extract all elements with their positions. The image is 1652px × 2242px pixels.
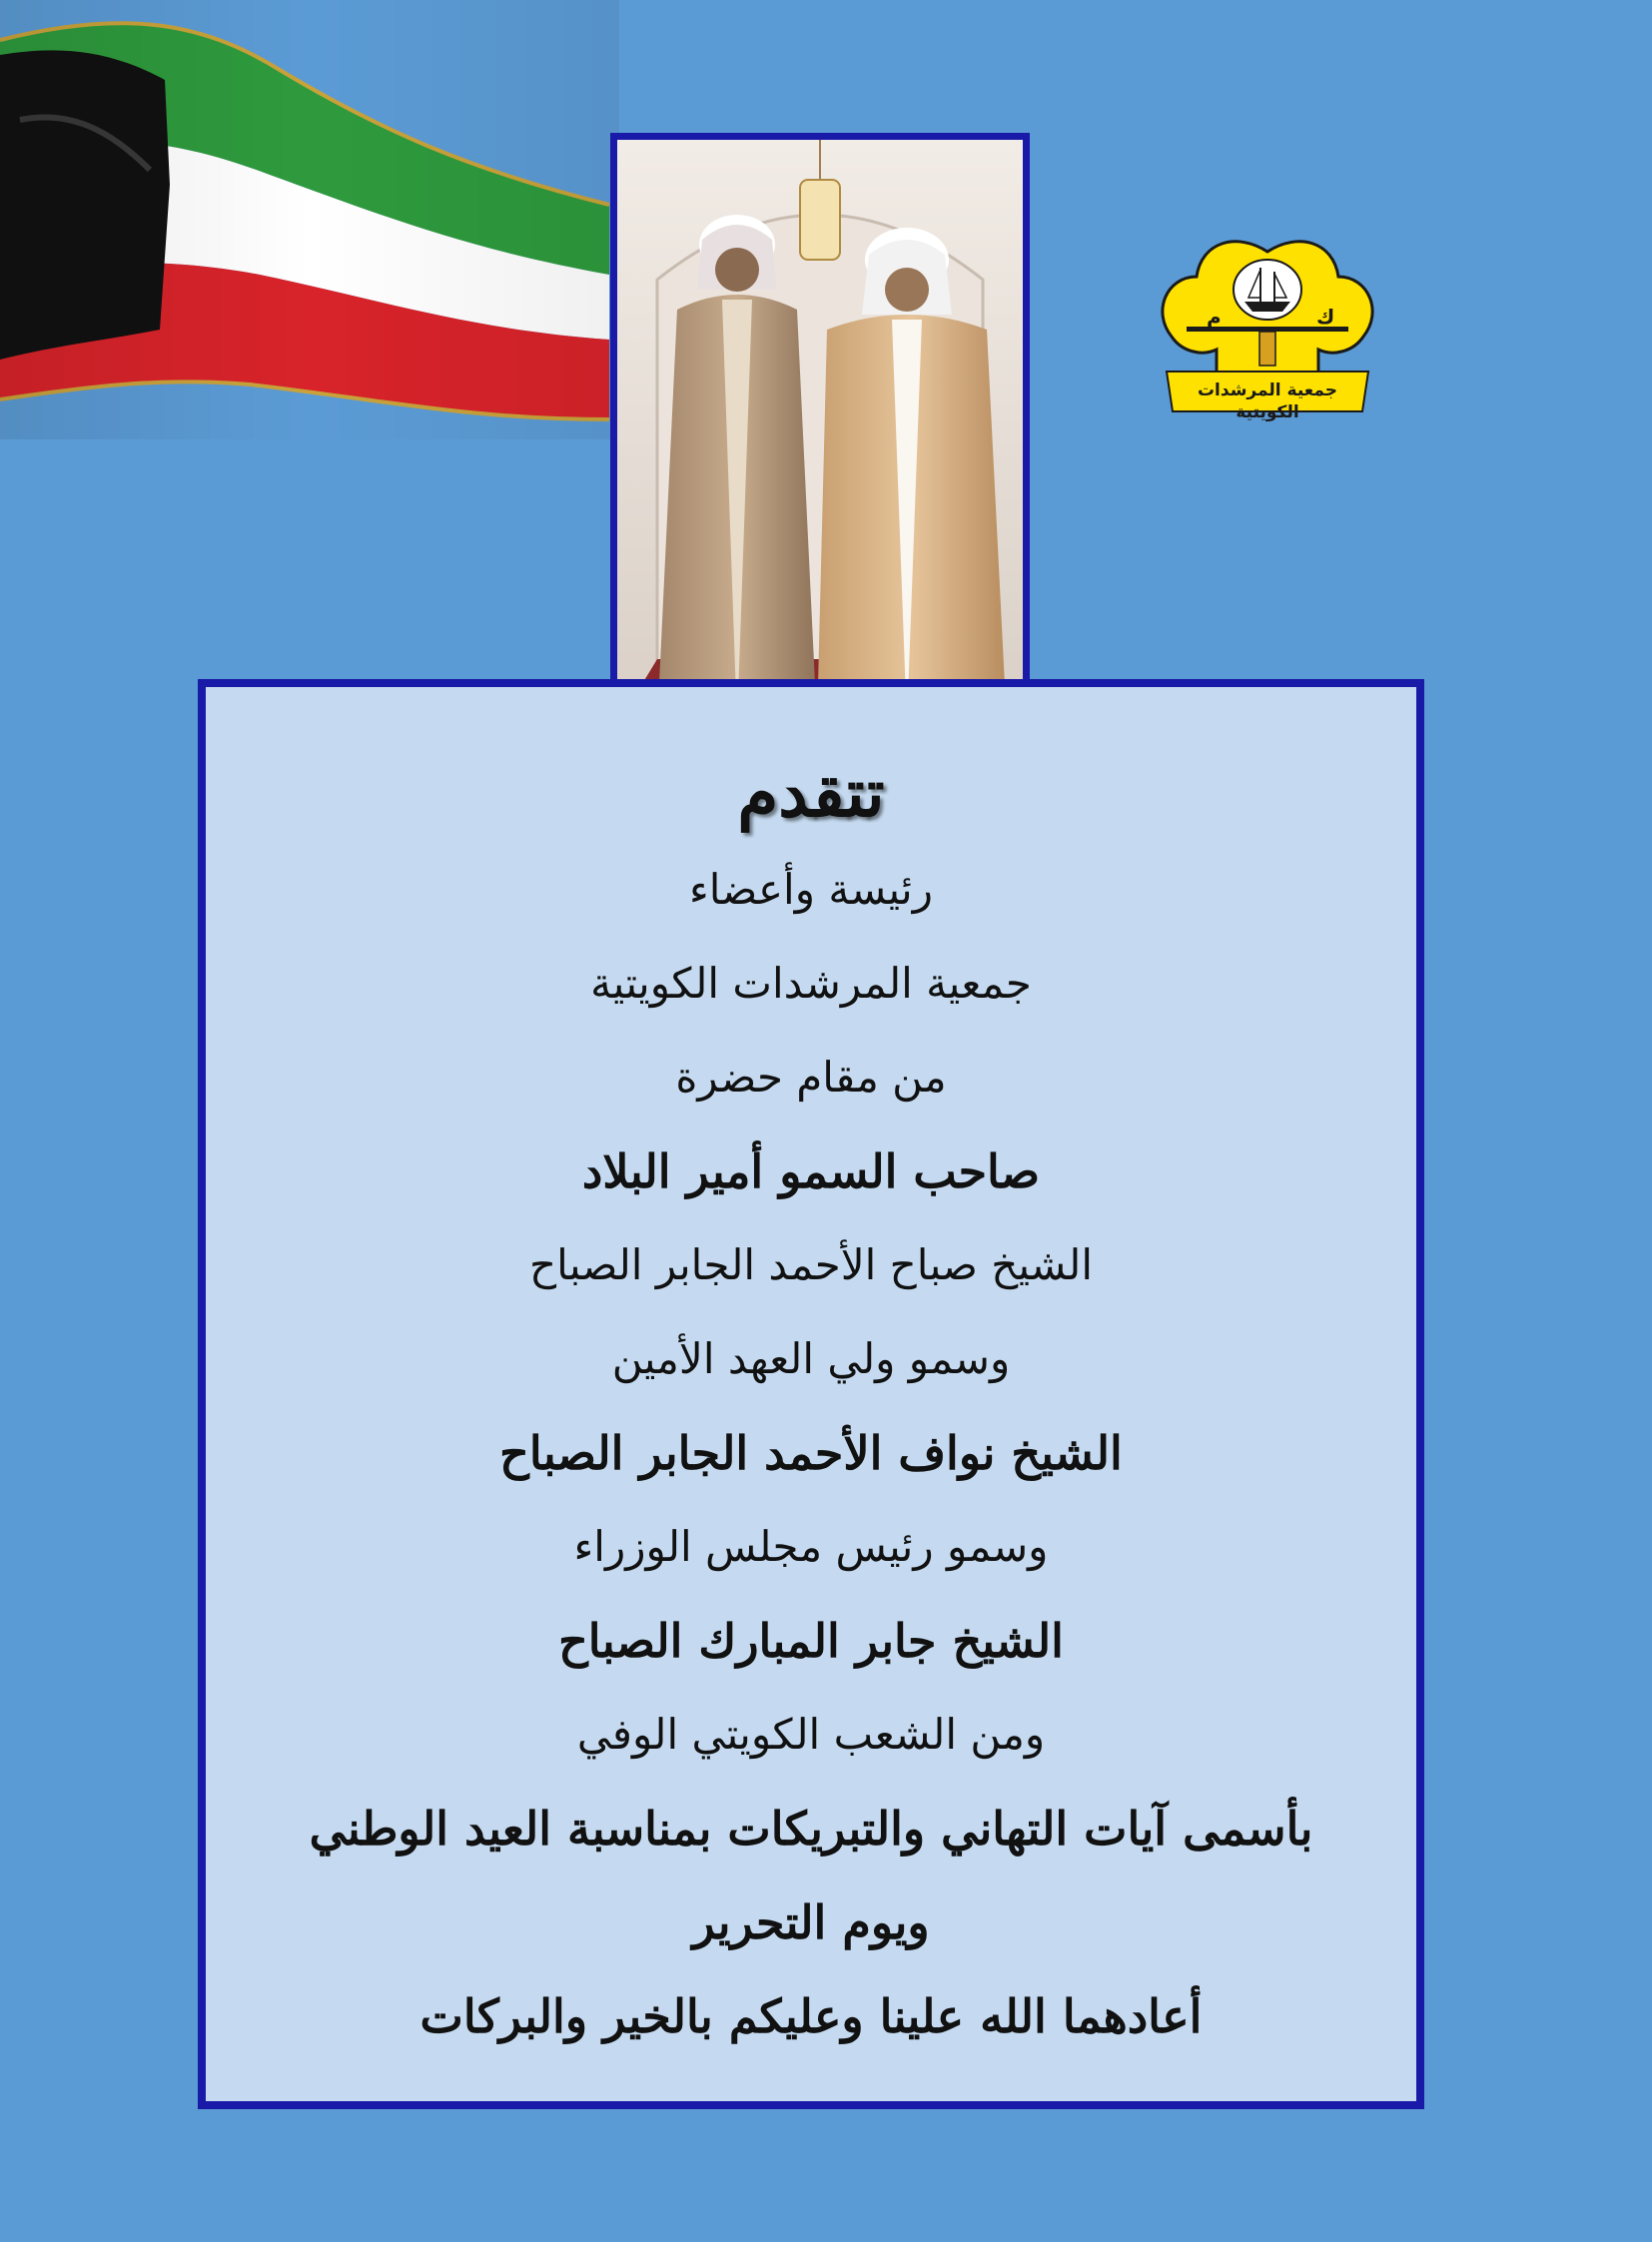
message-line-5: الشيخ صباح الأحمد الجابر الصباح: [529, 1240, 1093, 1289]
message-lines: [206, 743, 1416, 2063]
photo-frame: [610, 133, 1030, 732]
logo-caption: جمعية المرشدات الكويتية: [1197, 380, 1338, 422]
message-line-12: ويوم التحرير: [692, 1895, 930, 1949]
logo-letter-right: ك: [1316, 305, 1335, 329]
kuwait-flag-icon: [0, 0, 619, 439]
message-line-7: الشيخ نواف الأحمد الجابر الصباح: [499, 1426, 1123, 1480]
message-line-2: جمعية المرشدات الكويتية: [590, 959, 1032, 1008]
message-line-3: من مقام حضرة: [675, 1053, 947, 1102]
message-line-10: ومن الشعب الكويتي الوفي: [576, 1710, 1046, 1759]
message-heading: تتقدم: [737, 754, 885, 832]
message-line-9: الشيخ جابر المبارك الصباح: [558, 1614, 1064, 1668]
message-box: [198, 679, 1424, 2109]
logo-letter-left: م: [1207, 305, 1222, 329]
message-line-13: أعادهما الله علينا وعليكم بالخير والبركات: [419, 1989, 1203, 2043]
message-line-4: صاحب السمو أمير البلاد: [581, 1144, 1041, 1198]
message-line-11: بأسمى آيات التهاني والتبريكات بمناسبة العيد الوطني: [309, 1802, 1313, 1856]
photo-of-two-sheikhs: [617, 140, 1023, 725]
message-line-6: وسمو ولي العهد الأمين: [611, 1334, 1011, 1383]
message-line-8: وسمو رئيس مجلس الوزراء: [573, 1522, 1049, 1571]
message-line-1: رئيسة وأعضاء: [689, 865, 933, 914]
